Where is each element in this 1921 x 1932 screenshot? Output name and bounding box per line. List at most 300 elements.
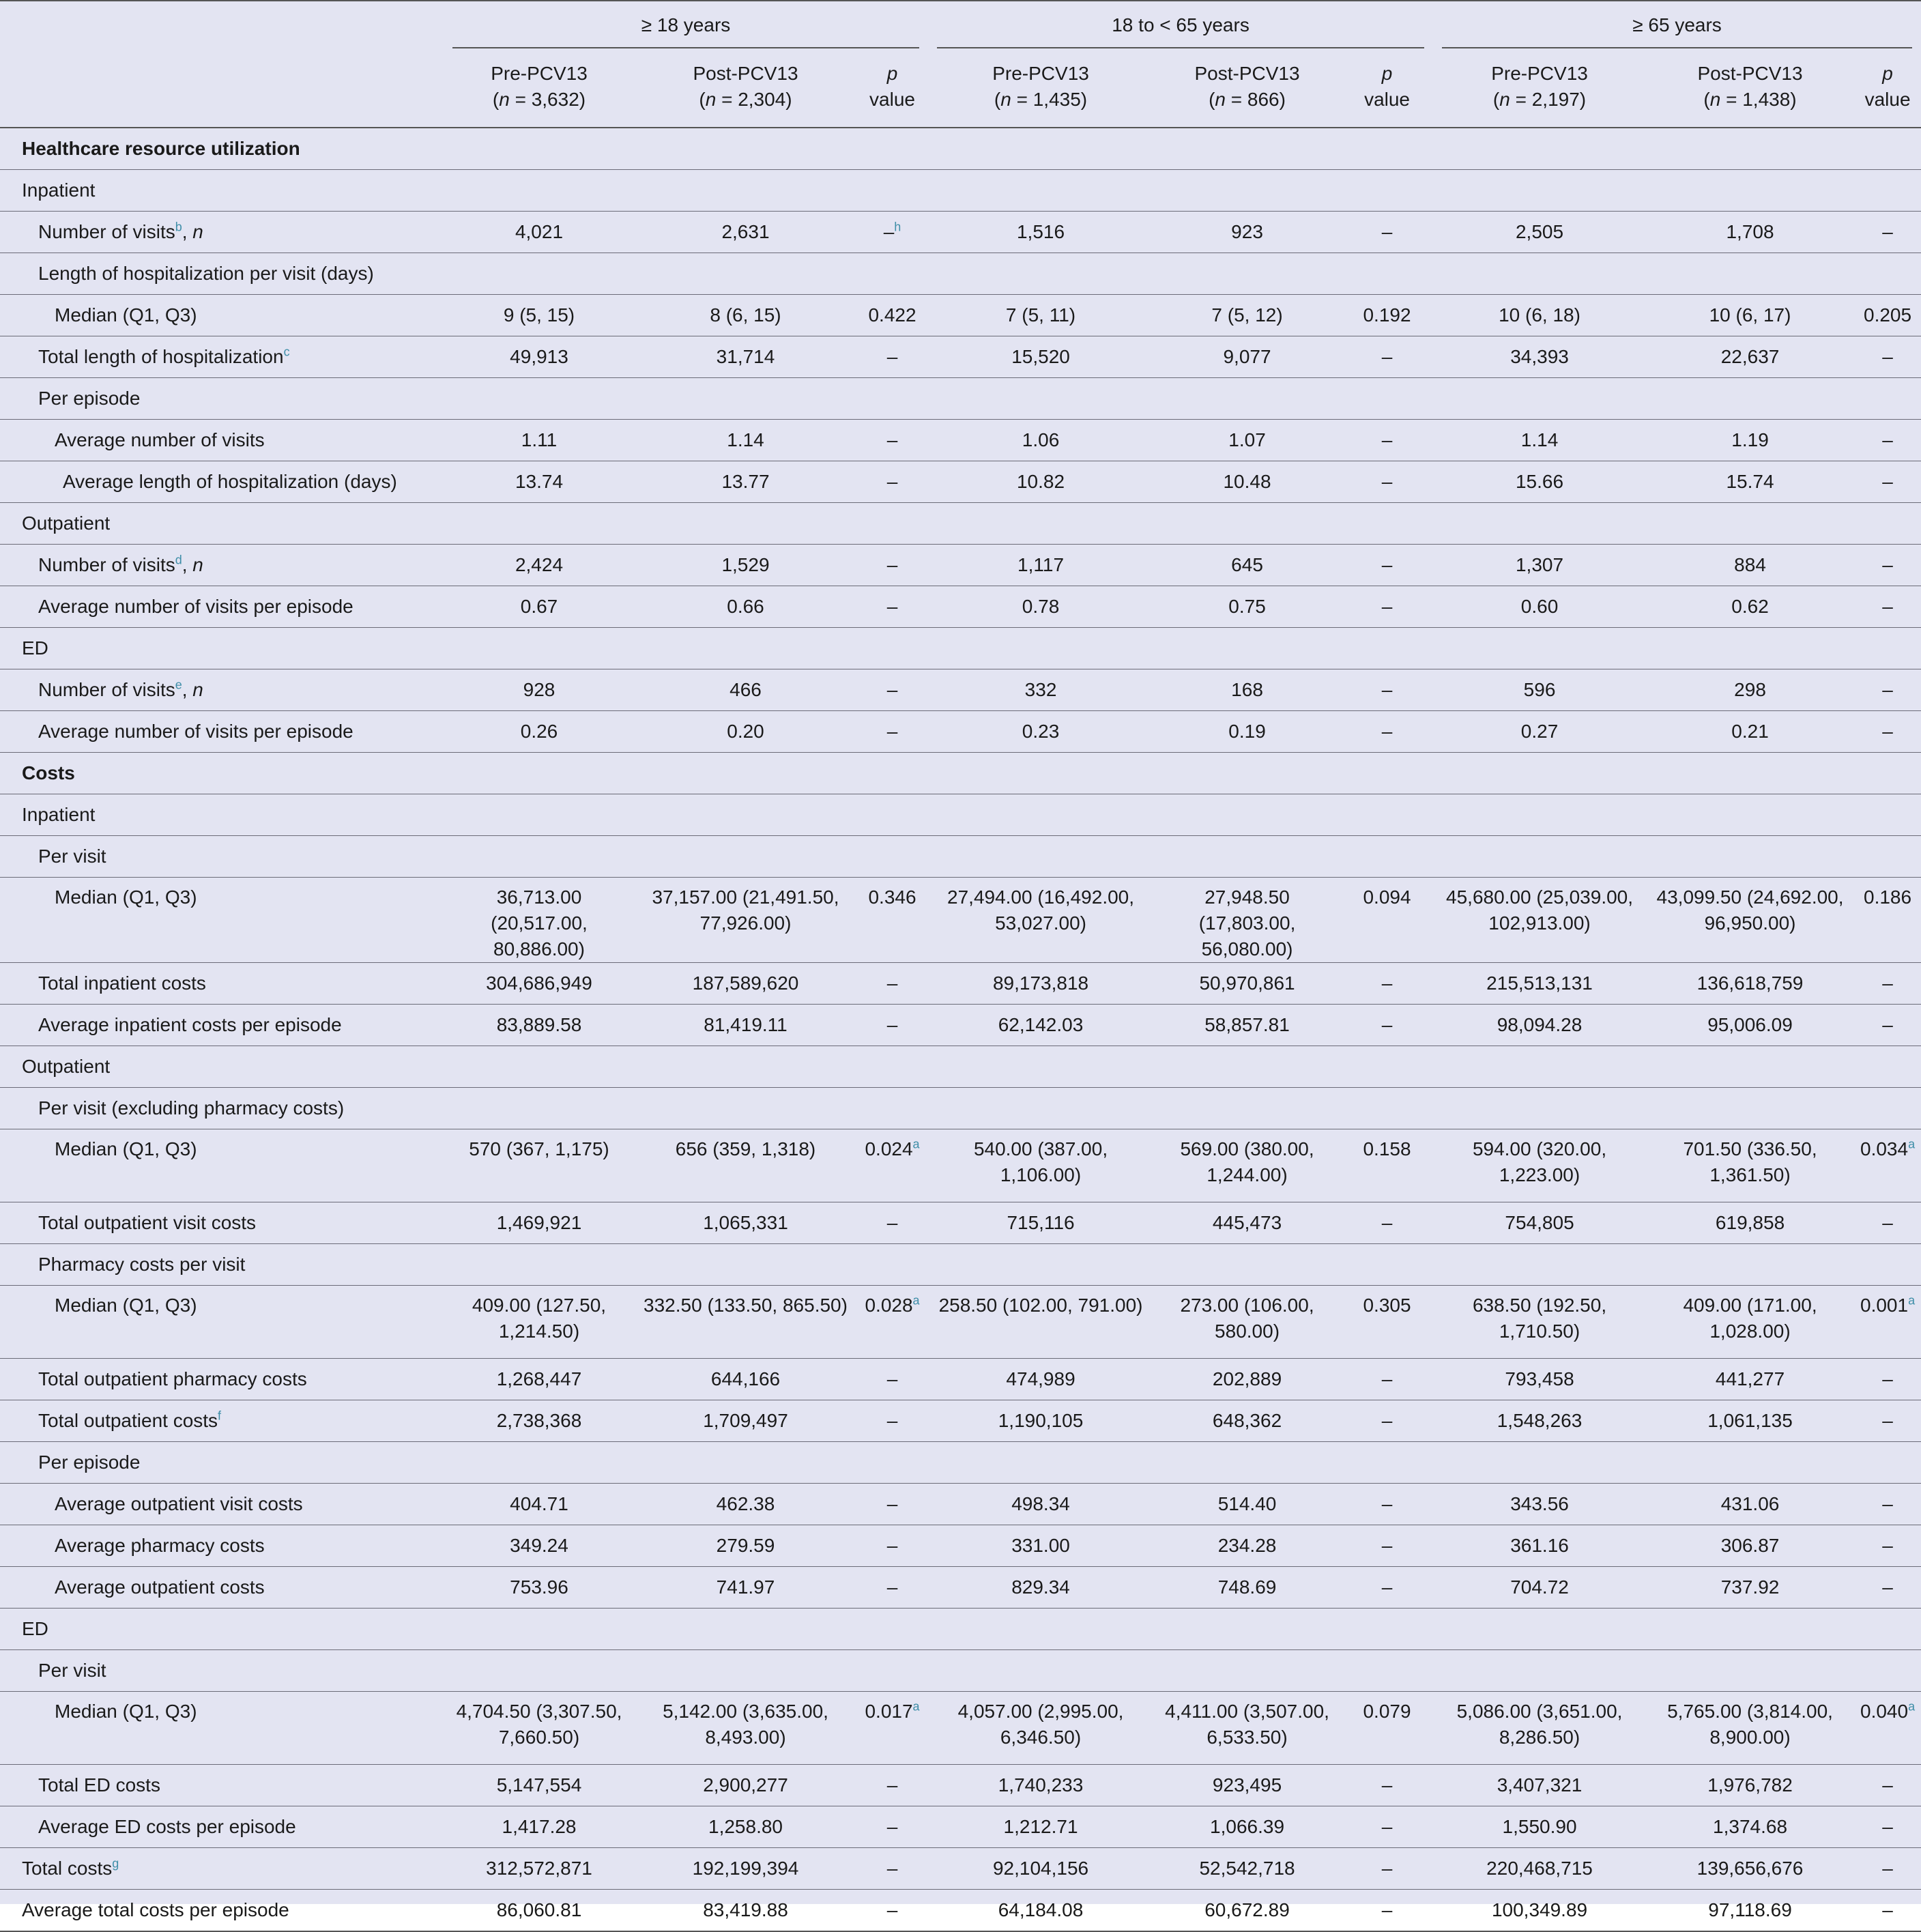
table-cell xyxy=(1433,170,1646,212)
table-cell: – xyxy=(856,1484,928,1525)
footnote-mark[interactable]: e xyxy=(175,678,182,692)
table-cell: 540.00 (387.00, 1,106.00) xyxy=(928,1129,1153,1202)
table-cell: – xyxy=(856,1202,928,1244)
table-cell: 10.48 xyxy=(1153,461,1341,503)
table-cell: 409.00 (171.00, 1,028.00) xyxy=(1646,1286,1854,1359)
table-row xyxy=(0,1848,1921,1890)
table-cell xyxy=(928,1244,1153,1286)
table-row xyxy=(0,1806,1921,1848)
table-cell xyxy=(928,1650,1153,1692)
table-row xyxy=(0,628,1921,669)
table-cell: 202,889 xyxy=(1153,1359,1341,1400)
table-cell: 81,419.11 xyxy=(635,1005,856,1046)
table-row xyxy=(0,963,1921,1005)
table-cell: – xyxy=(1854,1400,1921,1442)
table-cell: – xyxy=(1341,1359,1433,1400)
table-cell: 928 xyxy=(444,669,635,711)
table-cell: 60,672.89 xyxy=(1153,1890,1341,1932)
table-cell: – xyxy=(856,586,928,628)
table-cell: – xyxy=(1341,1848,1433,1890)
table-cell: – xyxy=(856,1806,928,1848)
table-cell: 829.34 xyxy=(928,1567,1153,1609)
table-cell: 3,407,321 xyxy=(1433,1765,1646,1806)
table-cell: 361.16 xyxy=(1433,1525,1646,1567)
table-cell: – xyxy=(856,1890,928,1932)
row-label: Average pharmacy costs xyxy=(0,1525,444,1567)
table-cell xyxy=(1646,1088,1854,1129)
table-cell: 62,142.03 xyxy=(928,1005,1153,1046)
significance-mark[interactable]: a xyxy=(912,1293,920,1308)
table-cell: – xyxy=(856,1525,928,1567)
significance-mark[interactable]: a xyxy=(912,1137,920,1151)
table-cell xyxy=(1153,128,1341,170)
table-cell: – xyxy=(1341,1765,1433,1806)
table-cell: 1,708 xyxy=(1646,212,1854,253)
table-cell: 15.66 xyxy=(1433,461,1646,503)
table-cell: – xyxy=(1341,1484,1433,1525)
table-cell: 50,970,861 xyxy=(1153,963,1341,1005)
table-cell: – xyxy=(1341,1400,1433,1442)
table-cell xyxy=(1646,170,1854,212)
table-cell: 97,118.69 xyxy=(1646,1890,1854,1932)
table-cell: – xyxy=(1854,336,1921,378)
group-header-18-plus: ≥ 18 years xyxy=(444,1,928,58)
table-cell: 445,473 xyxy=(1153,1202,1341,1244)
row-label: Median (Q1, Q3) xyxy=(0,1692,444,1765)
col-header-p-18: p value xyxy=(856,58,928,128)
footnote-mark[interactable]: b xyxy=(175,220,182,234)
table-cell: – xyxy=(1854,1765,1921,1806)
table-cell xyxy=(1433,628,1646,669)
table-cell: 279.59 xyxy=(635,1525,856,1567)
table-cell xyxy=(1854,628,1921,669)
table-cell: – xyxy=(856,1400,928,1442)
table-cell: 10 (6, 18) xyxy=(1433,295,1646,336)
table-cell xyxy=(1854,1442,1921,1484)
table-cell: 27,948.50 (17,803.00, 56,080.00) xyxy=(1153,878,1341,963)
table-cell xyxy=(444,378,635,420)
table-cell xyxy=(635,1609,856,1650)
row-label: Per episode xyxy=(0,378,444,420)
table-cell xyxy=(928,1609,1153,1650)
table-cell xyxy=(1646,753,1854,794)
table-cell xyxy=(1646,1442,1854,1484)
table-cell xyxy=(928,628,1153,669)
table-cell: – xyxy=(1341,212,1433,253)
table-cell xyxy=(1341,1442,1433,1484)
table-cell: 0.62 xyxy=(1646,586,1854,628)
table-row xyxy=(0,212,1921,253)
table-cell xyxy=(856,1609,928,1650)
table-cell xyxy=(1433,1609,1646,1650)
table-cell xyxy=(444,794,635,836)
table-header xyxy=(0,1,1921,128)
table-cell: 748.69 xyxy=(1153,1567,1341,1609)
table-row xyxy=(0,1525,1921,1567)
table-cell xyxy=(928,836,1153,878)
table-cell: 466 xyxy=(635,669,856,711)
table-cell: 0.040$^a$ xyxy=(1854,1692,1921,1765)
table-cell: 737.92 xyxy=(1646,1567,1854,1609)
table-cell: 514.40 xyxy=(1153,1484,1341,1525)
significance-mark[interactable]: a xyxy=(1908,1293,1916,1308)
table-cell xyxy=(1646,128,1854,170)
table-cell xyxy=(1646,503,1854,545)
table-cell xyxy=(928,1442,1153,1484)
table-cell: 569.00 (380.00, 1,244.00) xyxy=(1153,1129,1341,1202)
table-cell xyxy=(1153,170,1341,212)
table-cell xyxy=(856,1650,928,1692)
table-cell xyxy=(444,170,635,212)
table-cell xyxy=(1153,794,1341,836)
table-cell xyxy=(1854,128,1921,170)
table-cell: 0.78 xyxy=(928,586,1153,628)
table-cell xyxy=(1153,1244,1341,1286)
table-cell xyxy=(635,378,856,420)
table-cell: 0.001$^a$ xyxy=(1854,1286,1921,1359)
table-cell xyxy=(635,170,856,212)
table-cell: 754,805 xyxy=(1433,1202,1646,1244)
table-cell: 89,173,818 xyxy=(928,963,1153,1005)
table-cell: 136,618,759 xyxy=(1646,963,1854,1005)
row-label: Median (Q1, Q3) xyxy=(0,1129,444,1202)
table-cell: 1,258.80 xyxy=(635,1806,856,1848)
table-cell xyxy=(1153,836,1341,878)
table-cell: 298 xyxy=(1646,669,1854,711)
table-cell: 1,066.39 xyxy=(1153,1806,1341,1848)
table-cell: 462.38 xyxy=(635,1484,856,1525)
table-cell: 15.74 xyxy=(1646,461,1854,503)
table-cell xyxy=(928,753,1153,794)
row-label: Number of visits$^b$, n xyxy=(0,212,444,253)
table-row xyxy=(0,1609,1921,1650)
table-cell xyxy=(1646,794,1854,836)
table-cell xyxy=(635,628,856,669)
group-header-18-to-65: 18 to < 65 years xyxy=(928,1,1433,58)
table-cell: 0.21 xyxy=(1646,711,1854,753)
table-cell xyxy=(1854,1244,1921,1286)
significance-mark[interactable]: a xyxy=(1908,1137,1916,1151)
table-cell: 1,548,263 xyxy=(1433,1400,1646,1442)
table-cell xyxy=(1433,378,1646,420)
table-cell: 306.87 xyxy=(1646,1525,1854,1567)
table-cell xyxy=(1854,253,1921,295)
table-cell xyxy=(1153,378,1341,420)
row-label: Pharmacy costs per visit xyxy=(0,1244,444,1286)
significance-mark[interactable]: a xyxy=(912,1699,920,1714)
table-cell: 1,065,331 xyxy=(635,1202,856,1244)
table-cell xyxy=(928,1046,1153,1088)
table-row xyxy=(0,1046,1921,1088)
table-cell: 431.06 xyxy=(1646,1484,1854,1525)
table-row xyxy=(0,1400,1921,1442)
table-cell: 349.24 xyxy=(444,1525,635,1567)
table-cell: 37,157.00 (21,491.50, 77,926.00) xyxy=(635,878,856,963)
table-cell xyxy=(1646,1650,1854,1692)
table-cell xyxy=(635,128,856,170)
table-cell: 498.34 xyxy=(928,1484,1153,1525)
table-row xyxy=(0,461,1921,503)
table-cell: 1.07 xyxy=(1153,420,1341,461)
table-row xyxy=(0,1202,1921,1244)
table-cell: 1,529 xyxy=(635,545,856,586)
table-cell: – xyxy=(1341,420,1433,461)
table-row xyxy=(0,1088,1921,1129)
col-header-pre-mid: Pre-PCV13 (n = 1,435) xyxy=(928,58,1153,128)
table-cell xyxy=(1341,628,1433,669)
row-label: Average length of hospitalization (days) xyxy=(0,461,444,503)
table-cell: 1.14 xyxy=(1433,420,1646,461)
row-label: Total outpatient pharmacy costs xyxy=(0,1359,444,1400)
table-cell: 0.422 xyxy=(856,295,928,336)
footnote-mark[interactable]: f xyxy=(218,1409,222,1423)
table-cell: – xyxy=(1854,420,1921,461)
row-label: ED xyxy=(0,1609,444,1650)
footnote-mark[interactable]: c xyxy=(283,345,290,359)
table-cell: 0.028$^a$ xyxy=(856,1286,928,1359)
table-cell xyxy=(856,1244,928,1286)
row-label: Number of visits$^d$, n xyxy=(0,545,444,586)
row-label: Total inpatient costs xyxy=(0,963,444,1005)
table-cell xyxy=(856,836,928,878)
row-label: Total costs$^g$ xyxy=(0,1848,444,1890)
table-cell: – xyxy=(1341,963,1433,1005)
table-cell xyxy=(856,1088,928,1129)
col-header-pre-18: Pre-PCV13 (n = 3,632) xyxy=(444,58,635,128)
table-cell: 0.024$^a$ xyxy=(856,1129,928,1202)
row-label: Total outpatient costs$^f$ xyxy=(0,1400,444,1442)
table-cell: 139,656,676 xyxy=(1646,1848,1854,1890)
table-cell: 1,976,782 xyxy=(1646,1765,1854,1806)
table-cell: 1,550.90 xyxy=(1433,1806,1646,1848)
table-cell: 312,572,871 xyxy=(444,1848,635,1890)
table-cell: – xyxy=(856,1005,928,1046)
table-row xyxy=(0,1567,1921,1609)
table-cell: 923 xyxy=(1153,212,1341,253)
table-row xyxy=(0,1005,1921,1046)
row-label: Average outpatient visit costs xyxy=(0,1484,444,1525)
table-cell xyxy=(1646,628,1854,669)
table-cell: – xyxy=(1854,711,1921,753)
footnote-mark[interactable]: d xyxy=(175,553,182,567)
table-cell: 343.56 xyxy=(1433,1484,1646,1525)
table-cell xyxy=(1341,1244,1433,1286)
table-cell: – xyxy=(1854,545,1921,586)
table-cell xyxy=(856,253,928,295)
table-cell: 0.034$^a$ xyxy=(1854,1129,1921,1202)
table-cell: 741.97 xyxy=(635,1567,856,1609)
table-cell xyxy=(1646,1609,1854,1650)
table-cell: 10.82 xyxy=(928,461,1153,503)
table-cell: 9,077 xyxy=(1153,336,1341,378)
table-cell: 64,184.08 xyxy=(928,1890,1153,1932)
table-row xyxy=(0,586,1921,628)
table-cell: – xyxy=(1854,461,1921,503)
table-cell: 1,516 xyxy=(928,212,1153,253)
table-cell xyxy=(444,1244,635,1286)
col-header-p-65: p value xyxy=(1854,58,1921,128)
table-cell xyxy=(856,628,928,669)
table-cell: – xyxy=(1854,963,1921,1005)
table-cell: 31,714 xyxy=(635,336,856,378)
table-cell: – xyxy=(856,711,928,753)
table-cell: – xyxy=(1341,1567,1433,1609)
table-cell: 0.26 xyxy=(444,711,635,753)
table-cell: 1,709,497 xyxy=(635,1400,856,1442)
table-cell: – xyxy=(1341,669,1433,711)
table-cell xyxy=(1433,794,1646,836)
row-label: Per visit xyxy=(0,1650,444,1692)
table-cell xyxy=(1854,1046,1921,1088)
table-cell: 0.305 xyxy=(1341,1286,1433,1359)
table-cell: – xyxy=(856,1848,928,1890)
table-cell xyxy=(1854,503,1921,545)
table-cell xyxy=(1854,378,1921,420)
table-cell: 1.14 xyxy=(635,420,856,461)
table-cell xyxy=(856,1046,928,1088)
table-row xyxy=(0,836,1921,878)
significance-mark[interactable]: a xyxy=(1908,1699,1916,1714)
row-label: Average number of visits per episode xyxy=(0,586,444,628)
table-cell: 1,374.68 xyxy=(1646,1806,1854,1848)
table-cell: 2,738,368 xyxy=(444,1400,635,1442)
table-cell xyxy=(1341,253,1433,295)
table-cell xyxy=(1854,1088,1921,1129)
table-cell: 332.50 (133.50, 865.50) xyxy=(635,1286,856,1359)
col-header-pre-65: Pre-PCV13 (n = 2,197) xyxy=(1433,58,1646,128)
table-cell xyxy=(1646,378,1854,420)
table-cell: 49,913 xyxy=(444,336,635,378)
table-cell xyxy=(1153,503,1341,545)
table-cell xyxy=(1341,1650,1433,1692)
table-cell xyxy=(1341,1609,1433,1650)
table-cell xyxy=(444,503,635,545)
table-cell: 645 xyxy=(1153,545,1341,586)
table-cell: – xyxy=(1854,1567,1921,1609)
table-cell: – xyxy=(1341,1005,1433,1046)
table-cell: 98,094.28 xyxy=(1433,1005,1646,1046)
table-cell xyxy=(856,1442,928,1484)
table-cell: 1,190,105 xyxy=(928,1400,1153,1442)
table-cell xyxy=(1341,503,1433,545)
table-cell xyxy=(1854,836,1921,878)
table-cell xyxy=(444,1650,635,1692)
table-cell: 701.50 (336.50, 1,361.50) xyxy=(1646,1129,1854,1202)
table-cell xyxy=(1646,836,1854,878)
table-cell: – xyxy=(1854,1005,1921,1046)
table-cell: 52,542,718 xyxy=(1153,1848,1341,1890)
table-row xyxy=(0,1359,1921,1400)
table-cell xyxy=(1854,753,1921,794)
table-cell xyxy=(1433,1088,1646,1129)
table-cell: 1,268,447 xyxy=(444,1359,635,1400)
table-cell: 1,469,921 xyxy=(444,1202,635,1244)
table-cell: – xyxy=(1341,1806,1433,1848)
table-cell: 0.60 xyxy=(1433,586,1646,628)
table-cell: 43,099.50 (24,692.00, 96,950.00) xyxy=(1646,878,1854,963)
table-cell: 1,061,135 xyxy=(1646,1400,1854,1442)
table-cell xyxy=(1433,1442,1646,1484)
table-cell: 5,086.00 (3,651.00, 8,286.50) xyxy=(1433,1692,1646,1765)
table-cell: 100,349.89 xyxy=(1433,1890,1646,1932)
table-cell: 1,417.28 xyxy=(444,1806,635,1848)
table-cell: 192,199,394 xyxy=(635,1848,856,1890)
table-cell xyxy=(856,794,928,836)
table-cell: – xyxy=(856,336,928,378)
table-row xyxy=(0,1692,1921,1765)
table-cell xyxy=(928,794,1153,836)
table-row xyxy=(0,1442,1921,1484)
table-cell: 22,637 xyxy=(1646,336,1854,378)
footnote-mark[interactable]: g xyxy=(112,1856,119,1871)
table-cell xyxy=(928,503,1153,545)
table-cell xyxy=(1433,1046,1646,1088)
table-cell: – xyxy=(1341,461,1433,503)
table-cell xyxy=(1433,128,1646,170)
table-cell: 4,057.00 (2,995.00, 6,346.50) xyxy=(928,1692,1153,1765)
table-cell: 1.11 xyxy=(444,420,635,461)
row-label: Average outpatient costs xyxy=(0,1567,444,1609)
table-cell xyxy=(856,753,928,794)
table-cell xyxy=(1153,628,1341,669)
table-cell xyxy=(635,1442,856,1484)
table-cell: 2,900,277 xyxy=(635,1765,856,1806)
table-cell: 0.67 xyxy=(444,586,635,628)
table-cell: 45,680.00 (25,039.00, 102,913.00) xyxy=(1433,878,1646,963)
table-row xyxy=(0,878,1921,963)
table-cell: – xyxy=(1854,1484,1921,1525)
table-cell: 0.19 xyxy=(1153,711,1341,753)
table-cell xyxy=(635,1650,856,1692)
table-cell: 15,520 xyxy=(928,336,1153,378)
table-cell: 0.094 xyxy=(1341,878,1433,963)
table-cell xyxy=(1433,253,1646,295)
table-cell xyxy=(1153,1442,1341,1484)
row-label: Length of hospitalization per visit (days) xyxy=(0,253,444,295)
table-row xyxy=(0,1286,1921,1359)
table-cell xyxy=(635,253,856,295)
table-cell: – xyxy=(1854,586,1921,628)
table-cell xyxy=(856,170,928,212)
row-label: Median (Q1, Q3) xyxy=(0,878,444,963)
table-row xyxy=(0,503,1921,545)
row-label: Total outpatient visit costs xyxy=(0,1202,444,1244)
footnote-mark[interactable]: h xyxy=(894,220,901,234)
table-cell xyxy=(1341,1088,1433,1129)
row-label: Outpatient xyxy=(0,503,444,545)
header-corner xyxy=(0,1,444,58)
table-cell: 648,362 xyxy=(1153,1400,1341,1442)
table-cell: 10 (6, 17) xyxy=(1646,295,1854,336)
table-cell: 619,858 xyxy=(1646,1202,1854,1244)
table-cell: 86,060.81 xyxy=(444,1890,635,1932)
table-cell xyxy=(1341,836,1433,878)
table-cell xyxy=(1153,1650,1341,1692)
table-cell: – xyxy=(856,1567,928,1609)
row-label: Average number of visits xyxy=(0,420,444,461)
table-cell xyxy=(444,1088,635,1129)
table-cell: – xyxy=(1854,212,1921,253)
table-cell xyxy=(1341,1046,1433,1088)
table-cell: – xyxy=(1854,1525,1921,1567)
table-cell: 0.20 xyxy=(635,711,856,753)
table-cell: 220,468,715 xyxy=(1433,1848,1646,1890)
table-row xyxy=(0,1765,1921,1806)
table-cell: 2,631 xyxy=(635,212,856,253)
header-corner-2 xyxy=(0,58,444,128)
row-label: Median (Q1, Q3) xyxy=(0,295,444,336)
table-cell: 7 (5, 11) xyxy=(928,295,1153,336)
